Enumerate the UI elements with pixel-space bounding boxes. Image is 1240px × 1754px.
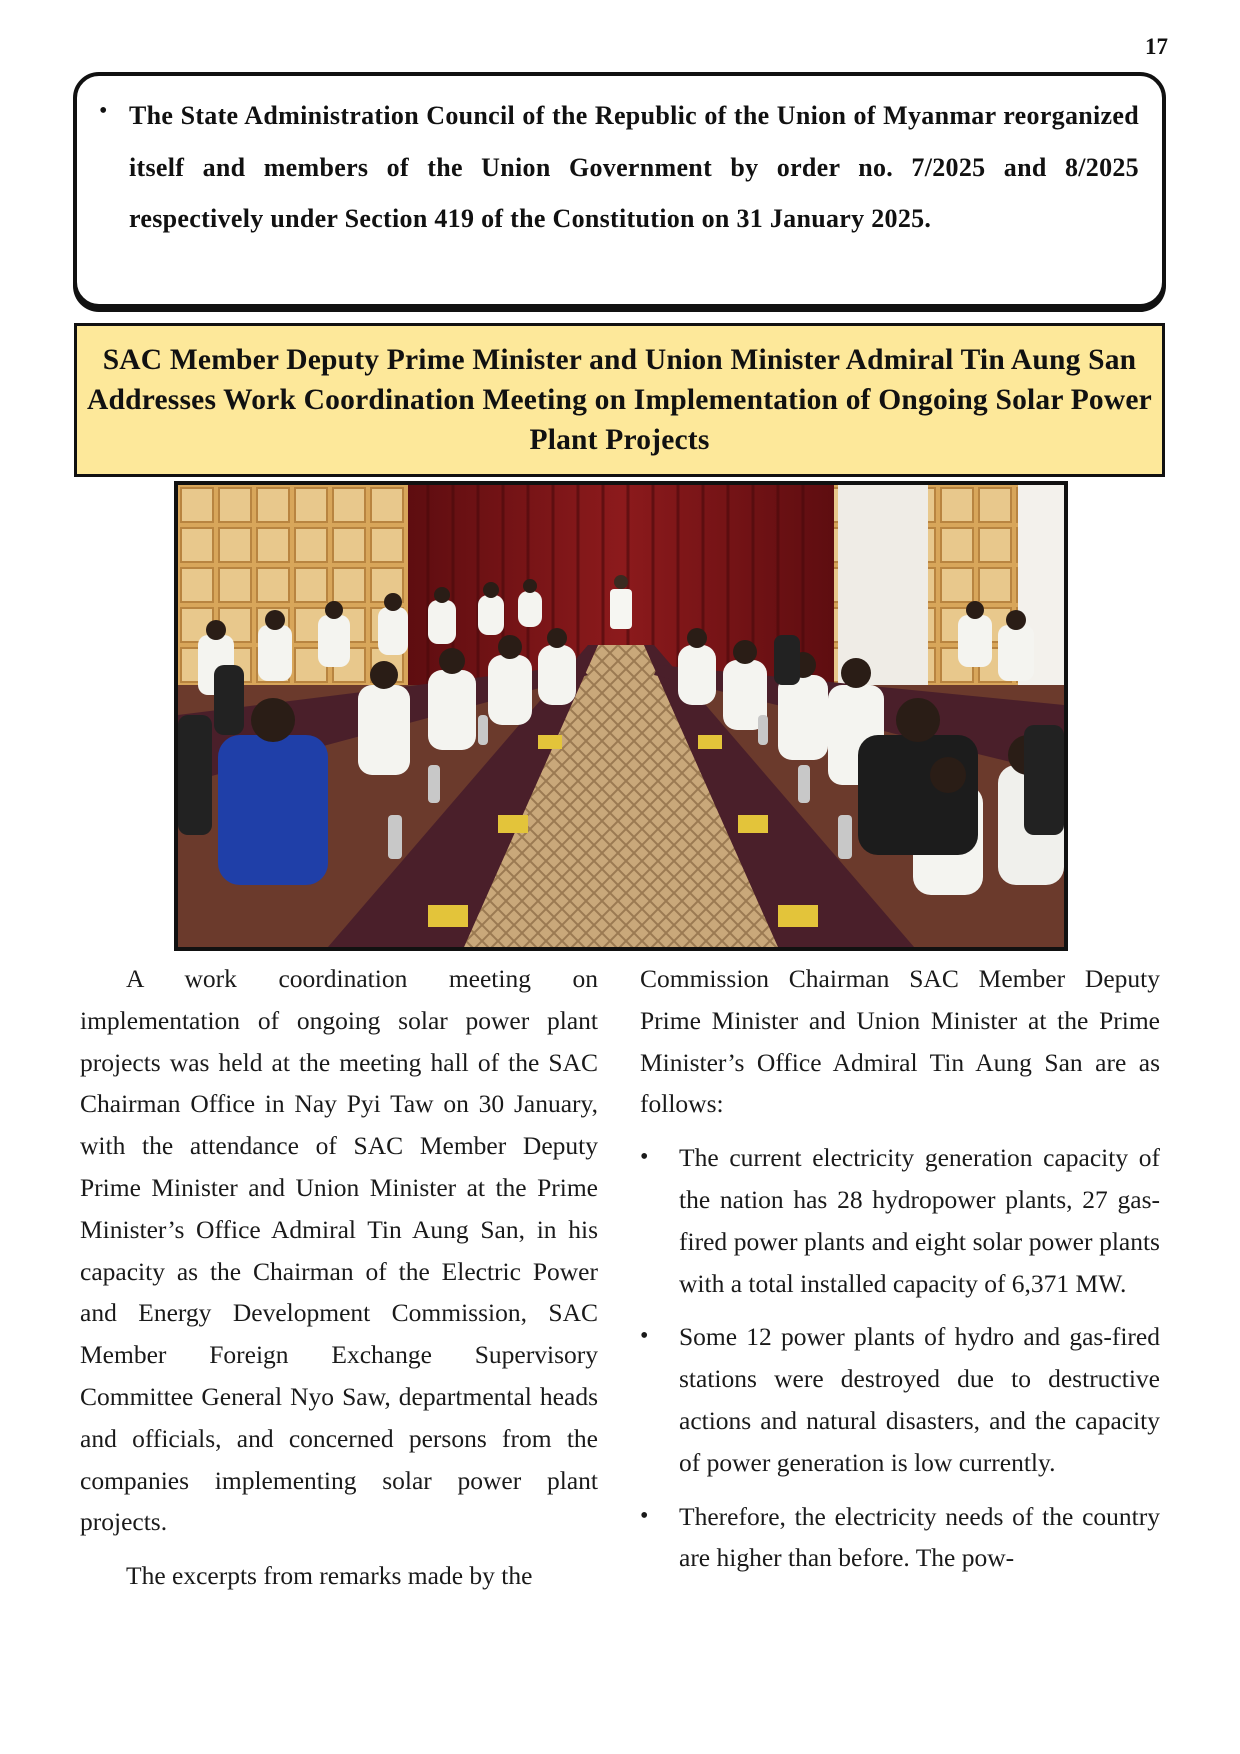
article-paragraph-full bbox=[0, 0, 1, 1]
list-item: • Therefore, the electricity needs of the country are higher than before. The pow- bbox=[640, 1496, 1160, 1580]
article-headline: SAC Member Deputy Prime Minister and Union Minister Admiral Tin Aung San Addresses Work Coordination Meeting on Implementation of Ongoing Solar Power Plant Projects bbox=[87, 344, 1152, 456]
article-paragraph: A work coordination meeting on implementation of ongoing solar power plant projects was held at the meeting hall of the SAC Chairman Office in Nay Pyi Taw on 30 January, with the attendance of SAC Member Deputy Prime Minister and Union Minister at the Prime Minister’s Office Admiral Tin Aung San, in his capacity as the Chairman of the Electric Power and Energy Development Commission, SAC Member Foreign Exchange Supervisory Committee General Nyo Saw, departmental heads and officials, and concerned persons from the companies implementing solar power plant projects. bbox=[80, 964, 598, 1537]
article-column-right bbox=[640, 958, 1160, 1591]
page-number: 17 bbox=[1145, 34, 1168, 59]
notice-text: The State Administration Council of the Republic of the Union of Myanmar reorganized itself and members of the Union Government by order no. 7/2025 and 8/2025 respectively under Section 419 of the Constitution on 31 January 2025. bbox=[129, 101, 1139, 233]
headline-box bbox=[74, 323, 1165, 477]
meeting-photo-illustration bbox=[178, 485, 1064, 947]
article-paragraph-excerpt-continued: Commission Chairman SAC Member Deputy Prime Minister and Union Minister at the Prime Minister’s Office Admiral Tin Aung San are as follows: bbox=[640, 964, 1160, 1119]
article-column-left bbox=[80, 958, 598, 1597]
list-item: • Some 12 power plants of hydro and gas-fired stations were destroyed due to destructive actions and natural disasters, and the capacity of power generation is low currently. bbox=[640, 1316, 1160, 1483]
list-item: • The current electricity generation capacity of the nation has 28 hydropower plants, 27 gas-fired power plants and eight solar power plants with a total installed capacity of 6,371 MW. bbox=[640, 1137, 1160, 1304]
notice-box bbox=[73, 72, 1166, 308]
remarks-list bbox=[640, 1137, 1160, 1579]
meeting-photo bbox=[174, 481, 1068, 951]
article-paragraph-excerpt-intro: The excerpts from remarks made by the bbox=[126, 1561, 533, 1591]
bullet-icon: • bbox=[99, 98, 108, 124]
